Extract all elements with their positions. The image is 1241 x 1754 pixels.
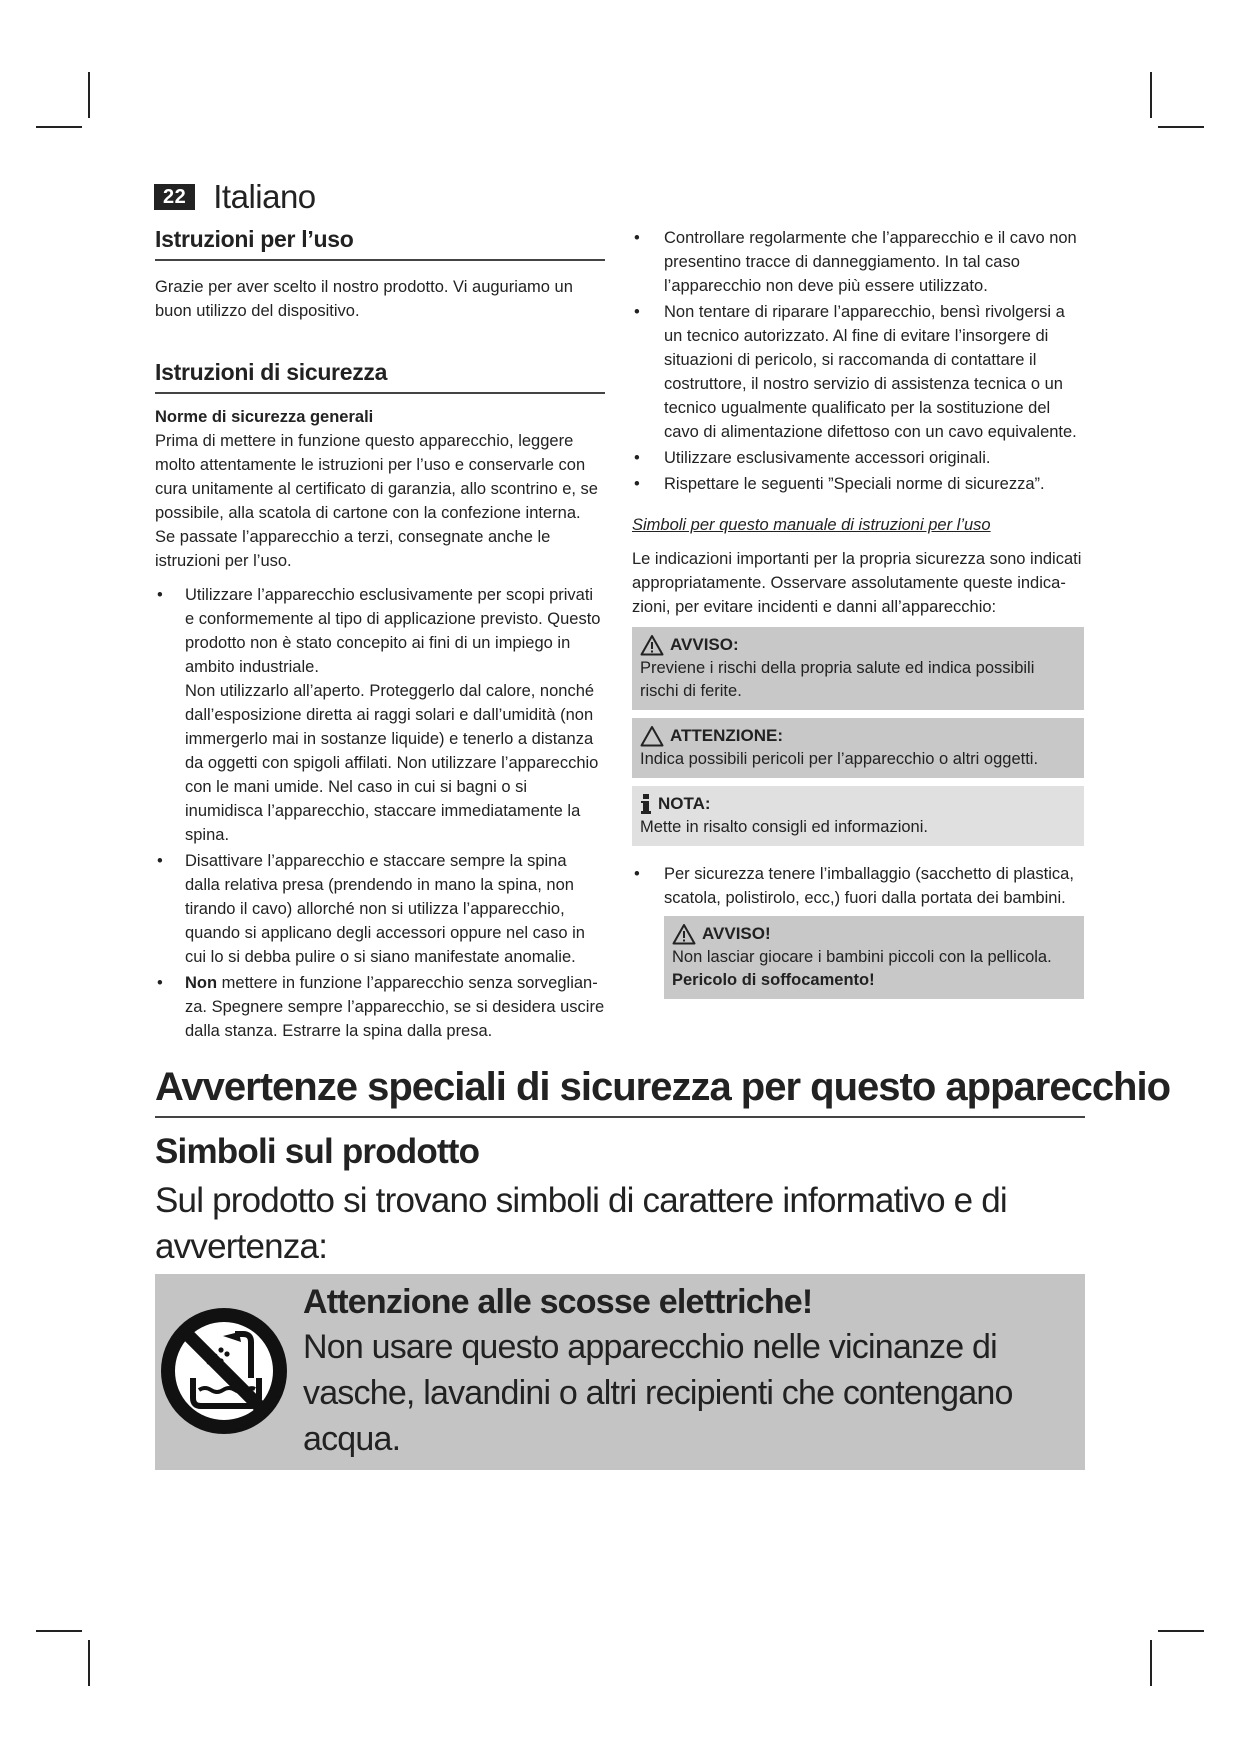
warning2-title: AVVISO!: [702, 924, 771, 943]
electric-shock-warning: [155, 1274, 1085, 1470]
warning-notice: [632, 627, 1084, 710]
caution-text: Indica possibili pericoli per l’apparecchio o altri oggetti.: [640, 750, 1039, 768]
warning-title: AVVISO:: [670, 635, 739, 654]
crop-mark: [88, 1640, 90, 1686]
page-number: 22: [154, 184, 195, 210]
bullet-dot: •: [634, 229, 640, 247]
language-title: Italiano: [213, 178, 316, 215]
list-item: [632, 472, 1084, 496]
note-title: NOTA:: [658, 794, 711, 813]
list-item: [155, 849, 605, 969]
bullet-dot: •: [157, 974, 163, 992]
bullet-dot: •: [634, 449, 640, 467]
bullet-dot: •: [634, 475, 640, 493]
danger-text: Non usare questo apparecchio nelle vicinanze di vasche, lavandini o altri recipienti che contengano acqua.: [303, 1328, 1013, 1458]
list-item: [632, 226, 1084, 298]
caution-notice: [632, 718, 1084, 778]
special-warnings-heading: Avvertenze speciali di sicurezza per questo apparecchio: [155, 1065, 1085, 1118]
danger-title: Attenzione alle scosse elettriche!: [303, 1283, 813, 1321]
crop-mark: [36, 1630, 82, 1632]
special-warnings-section: [155, 1065, 1171, 1470]
crop-mark: [36, 126, 82, 128]
safety-heading: Istruzioni di sicurezza: [155, 359, 605, 394]
bullet-text: Disattivare l’apparecchio e staccare sempre la spina dalla relativa presa (prendendo in mano la spina, non tirando il cavo) allorché non si utilizza l’apparecchio, quando si applicano degli accessori oppure nel caso in cui lo si debba pulire o si siano manifestate anomalie.: [185, 852, 585, 966]
bullet-text: mettere in funzione l’apparecchio senza sorveglianza. Spegnere sempre l’apparecchio, se si desidera uscire dalla stanza. Estrarre la spina dalla presa.: [185, 974, 605, 1040]
bullet-dot: •: [157, 586, 163, 604]
list-item: [632, 446, 1084, 470]
warning2-bold-text: Pericolo di soffocamento!: [672, 971, 875, 989]
warning-triangle-icon: [640, 634, 664, 656]
bullet-text: Utilizzare l’apparecchio esclusivamente per scopi privati e conformemente al tipo di applicazione previsto. Questo prodotto non è stato concepito ai fini di un impiego in ambito industriale.: [185, 586, 601, 676]
caution-title: ATTENZIONE:: [670, 726, 784, 745]
list-item: [155, 583, 605, 847]
product-symbols-heading: Simboli sul prodotto: [155, 1132, 480, 1171]
crop-mark: [1150, 1640, 1152, 1686]
instructions-heading: Istruzioni per l’uso: [155, 226, 605, 261]
crop-mark: [1158, 126, 1204, 128]
warning-triangle-icon: [672, 923, 696, 945]
bullet-bold-text: Non: [185, 974, 218, 992]
bullet-dot: •: [634, 303, 640, 321]
bullet-text: Controllare regolarmente che l’apparecchio e il cavo non presentino tracce di danneggiamento. In tal caso l’apparecchio non deve più essere utilizzato.: [664, 229, 1077, 295]
crop-mark: [1150, 72, 1152, 118]
list-item: [632, 300, 1084, 444]
crop-mark: [1158, 1630, 1204, 1632]
left-bullet-list: [155, 583, 605, 1043]
product-symbols-intro: Sul prodotto si trovano simboli di carattere informativo e di avvertenza:: [155, 1181, 1007, 1266]
right-column: [632, 226, 1084, 999]
warning2-text: Non lasciar giocare i bambini piccoli con la pellicola.: [672, 948, 1052, 966]
warning-text: Previene i rischi della propria salute ed indica possibili rischi di ferite.: [640, 659, 1035, 700]
crop-mark: [88, 72, 90, 118]
bullet-text: Rispettare le seguenti ”Speciali norme di sicurezza”.: [664, 475, 1045, 493]
packaging-warning-notice: [664, 916, 1084, 999]
list-item: [155, 971, 605, 1043]
page-header: [154, 178, 316, 216]
note-notice: [632, 786, 1084, 846]
no-water-prohibition-icon: [159, 1306, 289, 1436]
packaging-bullet-list: [632, 862, 1084, 910]
caution-triangle-icon: [640, 725, 664, 747]
left-column: [155, 226, 605, 1045]
bullet-text: Non utilizzarlo all’aperto. Proteggerlo dal calore, nonché dall’esposizione diretta ai raggi solari e dall’umidità (non immergerlo mai in sostanze liquide) e tenerlo a distanza da oggetti con spigoli affilati. Non utilizzare l’apparecchio con le mani umide. Nel caso in cui si bagni o si inumidisca l’apparecchio, staccare immediatamente la spina.: [185, 682, 599, 844]
intro-text: Grazie per aver scelto il nostro prodotto. Vi auguriamo un buon utilizzo del dispositivo.: [155, 278, 573, 320]
danger-text-block: [303, 1280, 1085, 1462]
symbols-manual-heading: Simboli per questo manuale di istruzioni per l’uso: [632, 516, 991, 534]
bullet-dot: •: [157, 852, 163, 870]
general-safety-subheading: Norme di sicurezza generali: [155, 408, 374, 426]
right-bullet-list: [632, 226, 1084, 496]
list-item: [632, 862, 1084, 910]
info-icon: [640, 793, 652, 815]
bullet-text: Per sicurezza tenere l’imballaggio (sacchetto di plastica, scatola, polistirolo, ecc,) fuori dalla portata dei bambini.: [664, 865, 1074, 907]
bullet-text: Non tentare di riparare l’apparecchio, bensì rivolgersi a un tecnico autorizzato. Al fine di evitare l’insorgere di situazioni di pericolo, si raccomanda di contattare il costruttore, il nostro servizio di assistenza tecnica o un tecnico ugualmente qualificato per la sostituzione del cavo di alimentazione difettoso con un cavo equivalente.: [664, 303, 1077, 441]
general-safety-text: Prima di mettere in funzione questo apparecchio, leggere molto attentamente le istruzioni per l’uso e conservarle con cura unitamente al certificato di garanzia, allo scontrino e, se possibile, alla scatola di cartone con la confezione interna. Se passate l’apparecchio a terzi, consegnate anche le istruzioni per l’uso.: [155, 432, 598, 570]
symbols-manual-text: Le indicazioni importanti per la propria sicurezza sono indicati appropriatamente. Osservare assolutamente queste indicazioni, per evitare incidenti e danni all’apparecchio:: [632, 550, 1082, 616]
bullet-dot: •: [634, 865, 640, 883]
bullet-text: Utilizzare esclusivamente accessori originali.: [664, 449, 991, 467]
note-text: Mette in risalto consigli ed informazioni.: [640, 818, 928, 836]
